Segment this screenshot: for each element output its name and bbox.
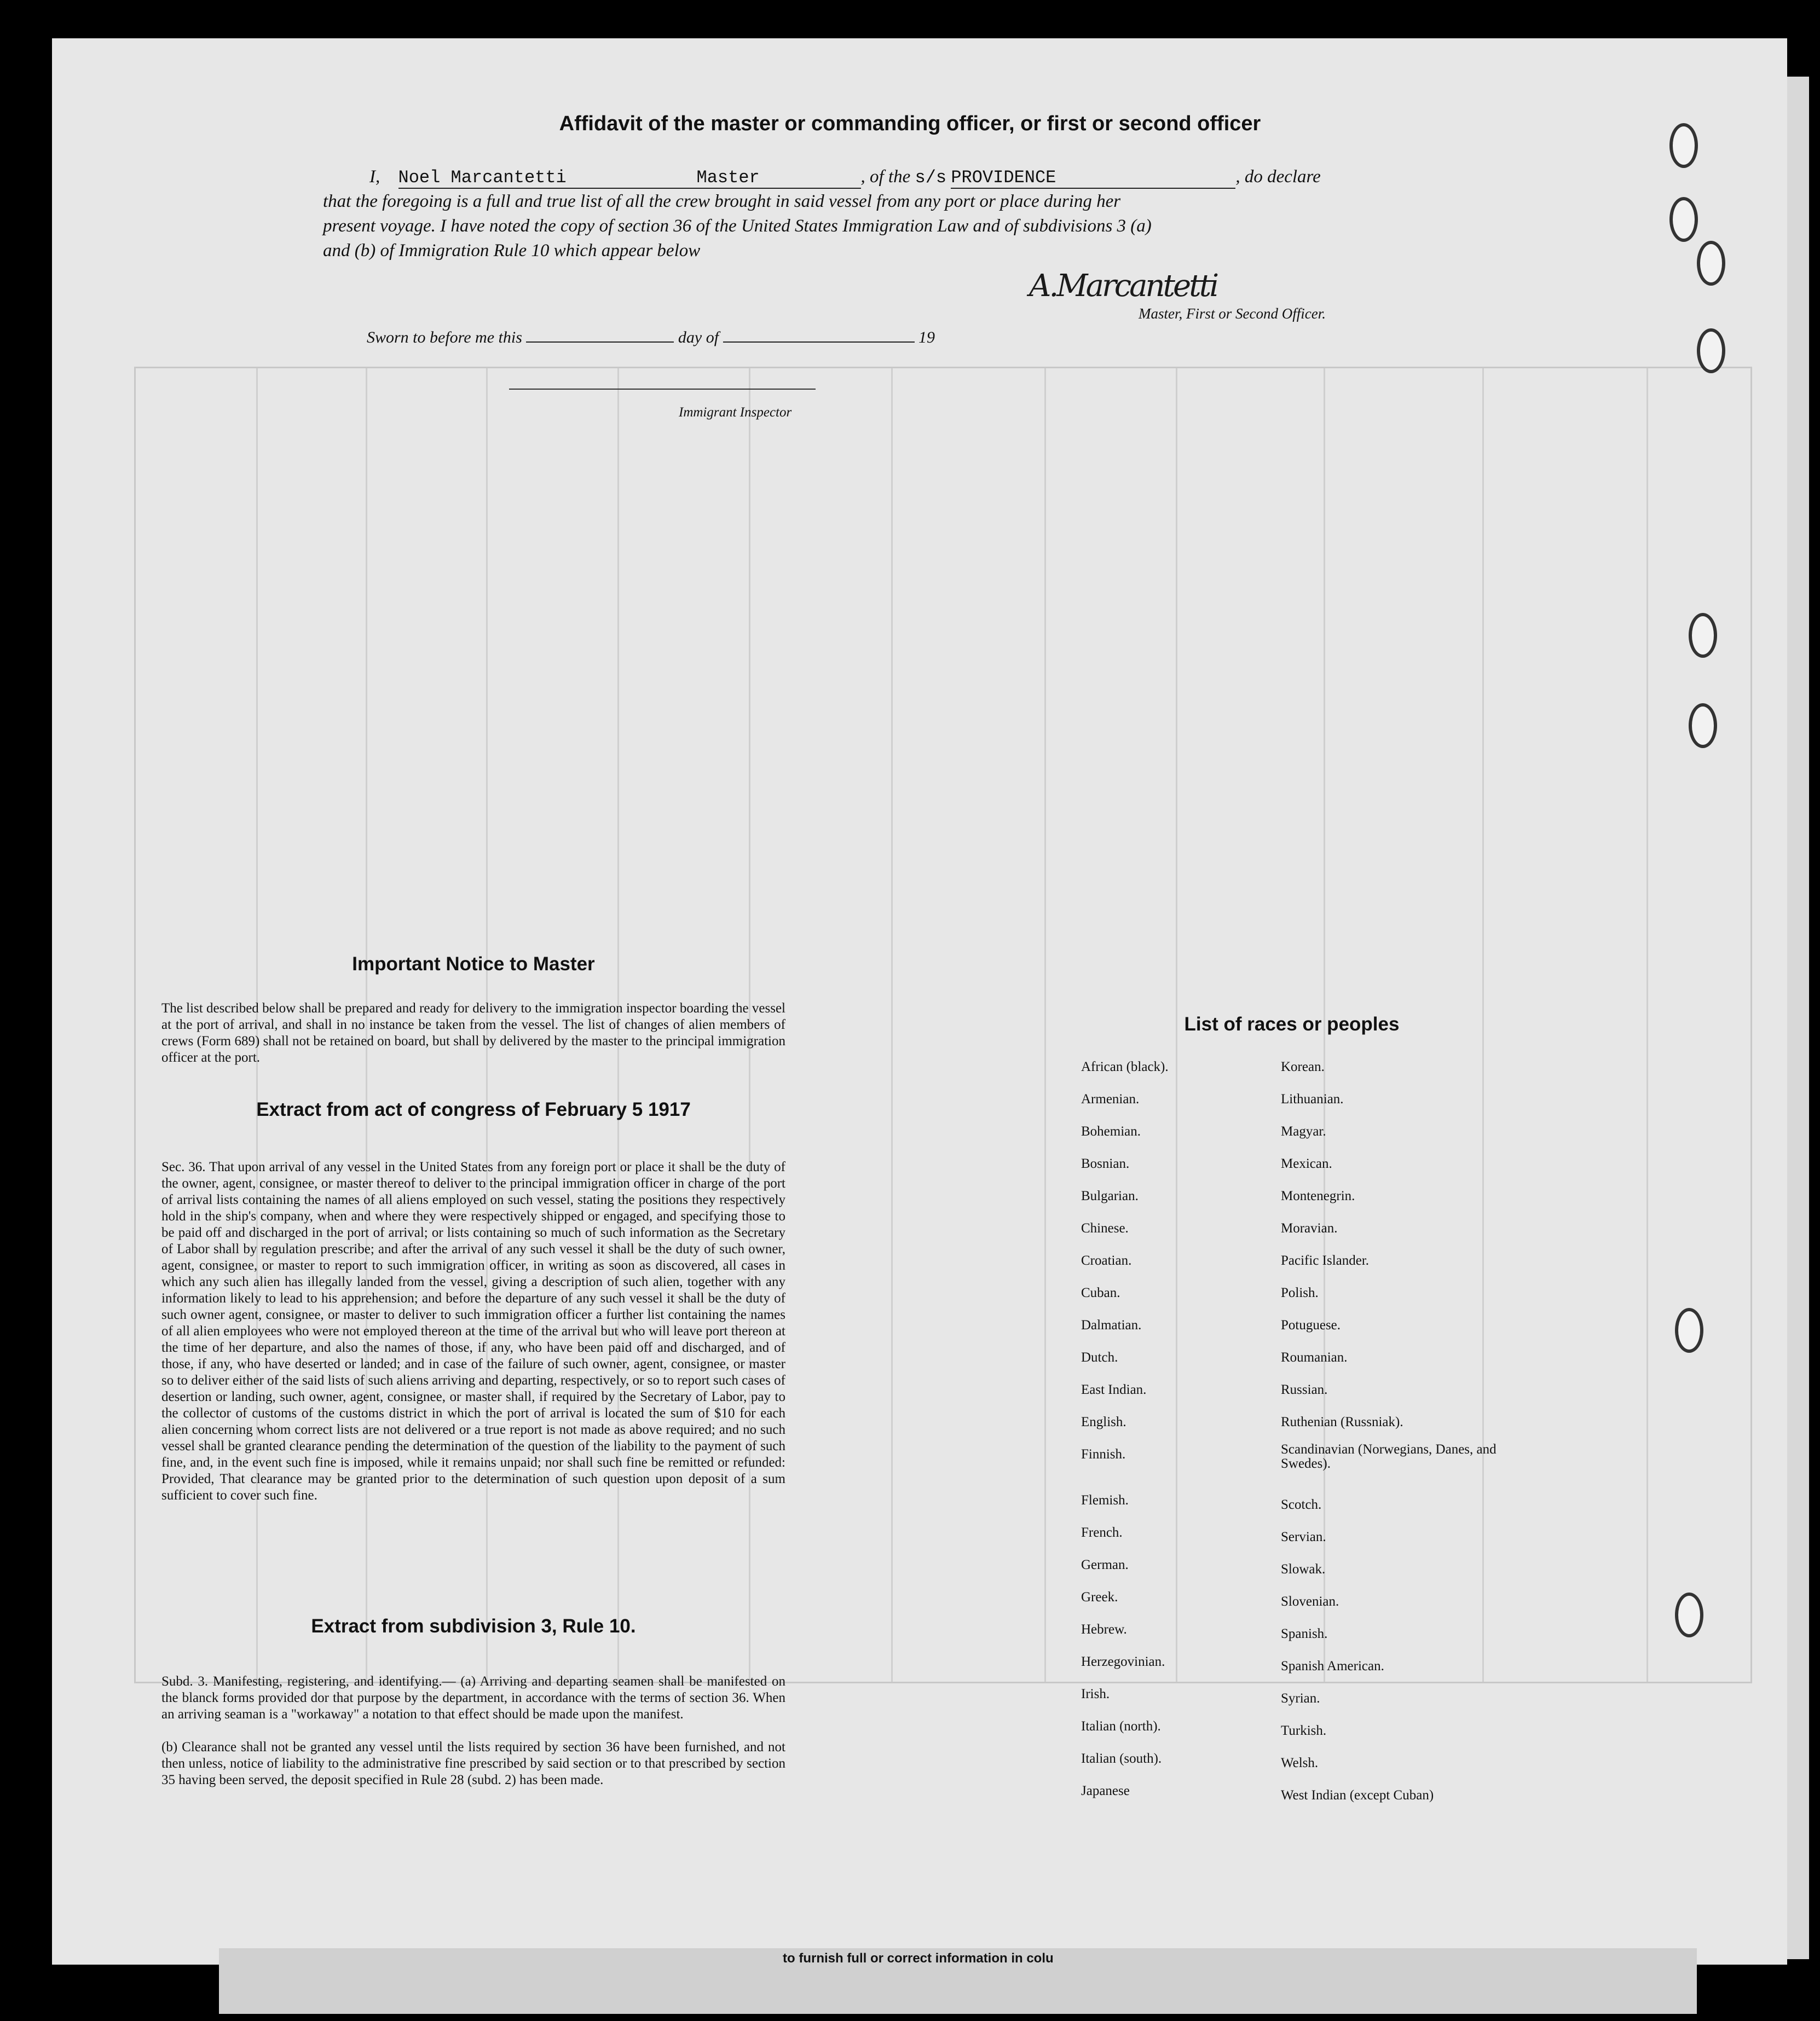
- race-item: Bohemian.: [1081, 1124, 1141, 1139]
- rule-text-b: (b) Clearance shall not be granted any vessel until the lists required by section 36 have been furnished, and not then unless, notice of liability to the administrative fine prescribed by said section or to that prescribed by section 35 having been served, the deposit specified in Rule 28 (subd. 2) has been made.: [161, 1740, 785, 1787]
- page-edge: [1787, 77, 1809, 1959]
- race-item: Japanese: [1081, 1783, 1130, 1798]
- race-item: Italian (north).: [1081, 1719, 1161, 1734]
- race-item: Croatian.: [1081, 1253, 1132, 1268]
- race-item: Montenegrin.: [1281, 1189, 1355, 1203]
- notice-text: The list described below shall be prepared and ready for delivery to the immigration inspector boarding the vessel at the port of arrival, and shall in no instance be taken from the vessel. The list of changes of alien members of crews (Form 689) shall not be retained on board, but shall by delivered by the master to the principal immigration officer at the port.: [161, 1001, 785, 1065]
- affidavit-line-1: [369, 167, 1321, 189]
- race-item: Ruthenian (Russniak).: [1281, 1415, 1403, 1429]
- sworn-line: [367, 328, 935, 347]
- race-item: Hebrew.: [1081, 1622, 1127, 1637]
- inspector-caption: Immigrant Inspector: [679, 405, 792, 420]
- day-of-label: day of: [678, 328, 719, 346]
- binder-hole: [1689, 613, 1717, 658]
- race-item: Finnish.: [1081, 1447, 1126, 1462]
- race-item: English.: [1081, 1415, 1126, 1429]
- affidavit-line-2: that the foregoing is a full and true list of all the crew brought in said vessel from any port or place during her: [323, 192, 1121, 211]
- race-item: Armenian.: [1081, 1092, 1140, 1107]
- do-declare-label: , do declare: [1235, 167, 1321, 187]
- year-label: 19: [918, 328, 935, 346]
- master-name: Noel Marcantetti: [398, 167, 697, 189]
- race-item: Russian.: [1281, 1382, 1328, 1397]
- affidavit-line-4: and (b) of Immigration Rule 10 which appear below: [323, 241, 701, 260]
- act-title: Extract from act of congress of February 5 1917: [256, 1099, 691, 1120]
- race-item: Flemish.: [1081, 1493, 1129, 1508]
- rule-title: Extract from subdivision 3, Rule 10.: [311, 1615, 636, 1637]
- binder-hole: [1689, 703, 1717, 748]
- race-item: Polish.: [1281, 1285, 1319, 1300]
- binder-hole: [1675, 1593, 1703, 1637]
- race-item: Bulgarian.: [1081, 1189, 1139, 1203]
- binder-hole: [1697, 328, 1725, 373]
- race-item: Irish.: [1081, 1687, 1110, 1701]
- race-item: Turkish.: [1281, 1723, 1327, 1738]
- race-item: East Indian.: [1081, 1382, 1147, 1397]
- sworn-label: Sworn to before me this: [367, 328, 522, 346]
- race-item: Italian (south).: [1081, 1751, 1162, 1766]
- race-item: Servian.: [1281, 1530, 1326, 1544]
- binder-hole: [1669, 197, 1698, 242]
- master-rank: Master: [697, 167, 861, 189]
- race-item: Welsh.: [1281, 1756, 1319, 1770]
- race-item: Syrian.: [1281, 1691, 1320, 1706]
- race-item: Scandinavian (Norwegians, Danes, and Swedes).: [1281, 1442, 1497, 1471]
- race-item: Spanish American.: [1281, 1659, 1384, 1673]
- binder-hole: [1697, 241, 1725, 286]
- race-item: Korean.: [1281, 1059, 1325, 1074]
- vessel-name: PROVIDENCE: [951, 167, 1235, 189]
- race-item: Chinese.: [1081, 1221, 1129, 1236]
- race-item: Spanish.: [1281, 1626, 1328, 1641]
- race-item: French.: [1081, 1525, 1123, 1540]
- vessel-prefix: s/s: [915, 167, 947, 188]
- race-item: Bosnian.: [1081, 1156, 1130, 1171]
- race-item: Lithuanian.: [1281, 1092, 1344, 1107]
- races-title: List of races or peoples: [1184, 1014, 1400, 1035]
- affidavit-line-3: present voyage. I have noted the copy of section 36 of the United States Immigration Law and of subdivisions 3 (a): [323, 216, 1152, 236]
- race-item: German.: [1081, 1557, 1129, 1572]
- race-item: Dalmatian.: [1081, 1318, 1142, 1333]
- race-item: Potuguese.: [1281, 1318, 1341, 1333]
- race-item: Cuban.: [1081, 1285, 1120, 1300]
- affidavit-pronoun: I,: [369, 167, 380, 187]
- of-the-label: , of the: [860, 167, 911, 187]
- races-left-column: [1081, 1051, 1267, 1807]
- race-item: Herzegovinian.: [1081, 1654, 1165, 1669]
- act-text: Sec. 36. That upon arrival of any vessel in the United States from any foreign port or place it shall be the duty of the owner, agent, consignee, or master thereof to deliver to the principal immigration officer in charge of the port of arrival lists containing the names of all aliens employed on such vessel, stating the positions they respectively hold in the ship's company, when and where they were respectively shipped or engaged, and specifying those to be paid off and discharged in the port of arrival; or lists containing so much of such information as the Secretary of Labor shall by regulation prescribe; and after the arrival of any such vessel it shall be the duty of such owner, agent, consignee, or master to report to such immigration officer, in writing as soon as discovered, all cases in which any such alien has illegally landed from the vessel, giving a description of such alien, together with any information likely to lead to his apprehension; and before the departure of any such vessel it shall be the duty of such owner agent, consignee, or master to deliver to such immigration officer a further list containing the names of all alien employees who were not employed thereon at the time of the arrival but who will leave port thereon at the time of her departure, and also the names of those, if any, who have been paid off and discharged, and of those, if any, who have deserted or landed; and in case of the failure of such owner, agent, consignee, or master so to deliver either of the said lists of such aliens arriving and departing, respectively, or so to report such cases of desertion or landing, such owner, agent, consignee, or master shall, if required by the Secretary of Labor, pay to the collector of customs of the customs district in which the port of arrival is located the sum of $10 for each alien concerning whom correct lists are not delivered or a true report is not made as above required; and no such vessel shall be granted clearance pending the determination of the question of the liability to the payment of such fine, and, in the event such fine is imposed, while it remains unpaid; nor shall such fine be remitted or refunded: Provided, That clearance may be granted prior to the determination of such question upon deposit of a sum sufficient to cover such fine.: [161, 1160, 785, 1503]
- race-item: Roumanian.: [1281, 1350, 1348, 1365]
- race-item: Scotch.: [1281, 1497, 1322, 1512]
- races-right-column: [1281, 1051, 1500, 1811]
- race-item: Moravian.: [1281, 1221, 1338, 1236]
- rule-text-a: Subd. 3. Manifesting, registering, and identifying.— (a) Arriving and departing seamen shall be manifested on the blanck forms provided dor that purpose by the department, in accordance with the terms of section 36. When an arriving seaman is a "workaway" a notation to that effect should be made upon the manifest.: [161, 1674, 785, 1722]
- inspector-signature-line: [509, 389, 816, 390]
- race-item: Greek.: [1081, 1590, 1118, 1605]
- race-item: Pacific Islander.: [1281, 1253, 1370, 1268]
- master-signature: A.Marcantetti: [1029, 268, 1217, 304]
- race-item: West Indian (except Cuban): [1281, 1788, 1434, 1803]
- race-item: African (black).: [1081, 1059, 1169, 1074]
- race-item: Mexican.: [1281, 1156, 1332, 1171]
- race-item: Dutch.: [1081, 1350, 1118, 1365]
- binder-hole: [1675, 1308, 1703, 1353]
- affidavit-title: Affidavit of the master or commanding officer, or first or second officer: [559, 112, 1261, 135]
- race-item: Magyar.: [1281, 1124, 1326, 1139]
- signature-caption: Master, First or Second Officer.: [1139, 305, 1326, 322]
- footer-fragment: to furnish full or correct information in colu: [783, 1951, 1054, 1966]
- race-item: Slowak.: [1281, 1562, 1326, 1577]
- notice-title: Important Notice to Master: [352, 953, 595, 975]
- race-item: Slovenian.: [1281, 1594, 1339, 1609]
